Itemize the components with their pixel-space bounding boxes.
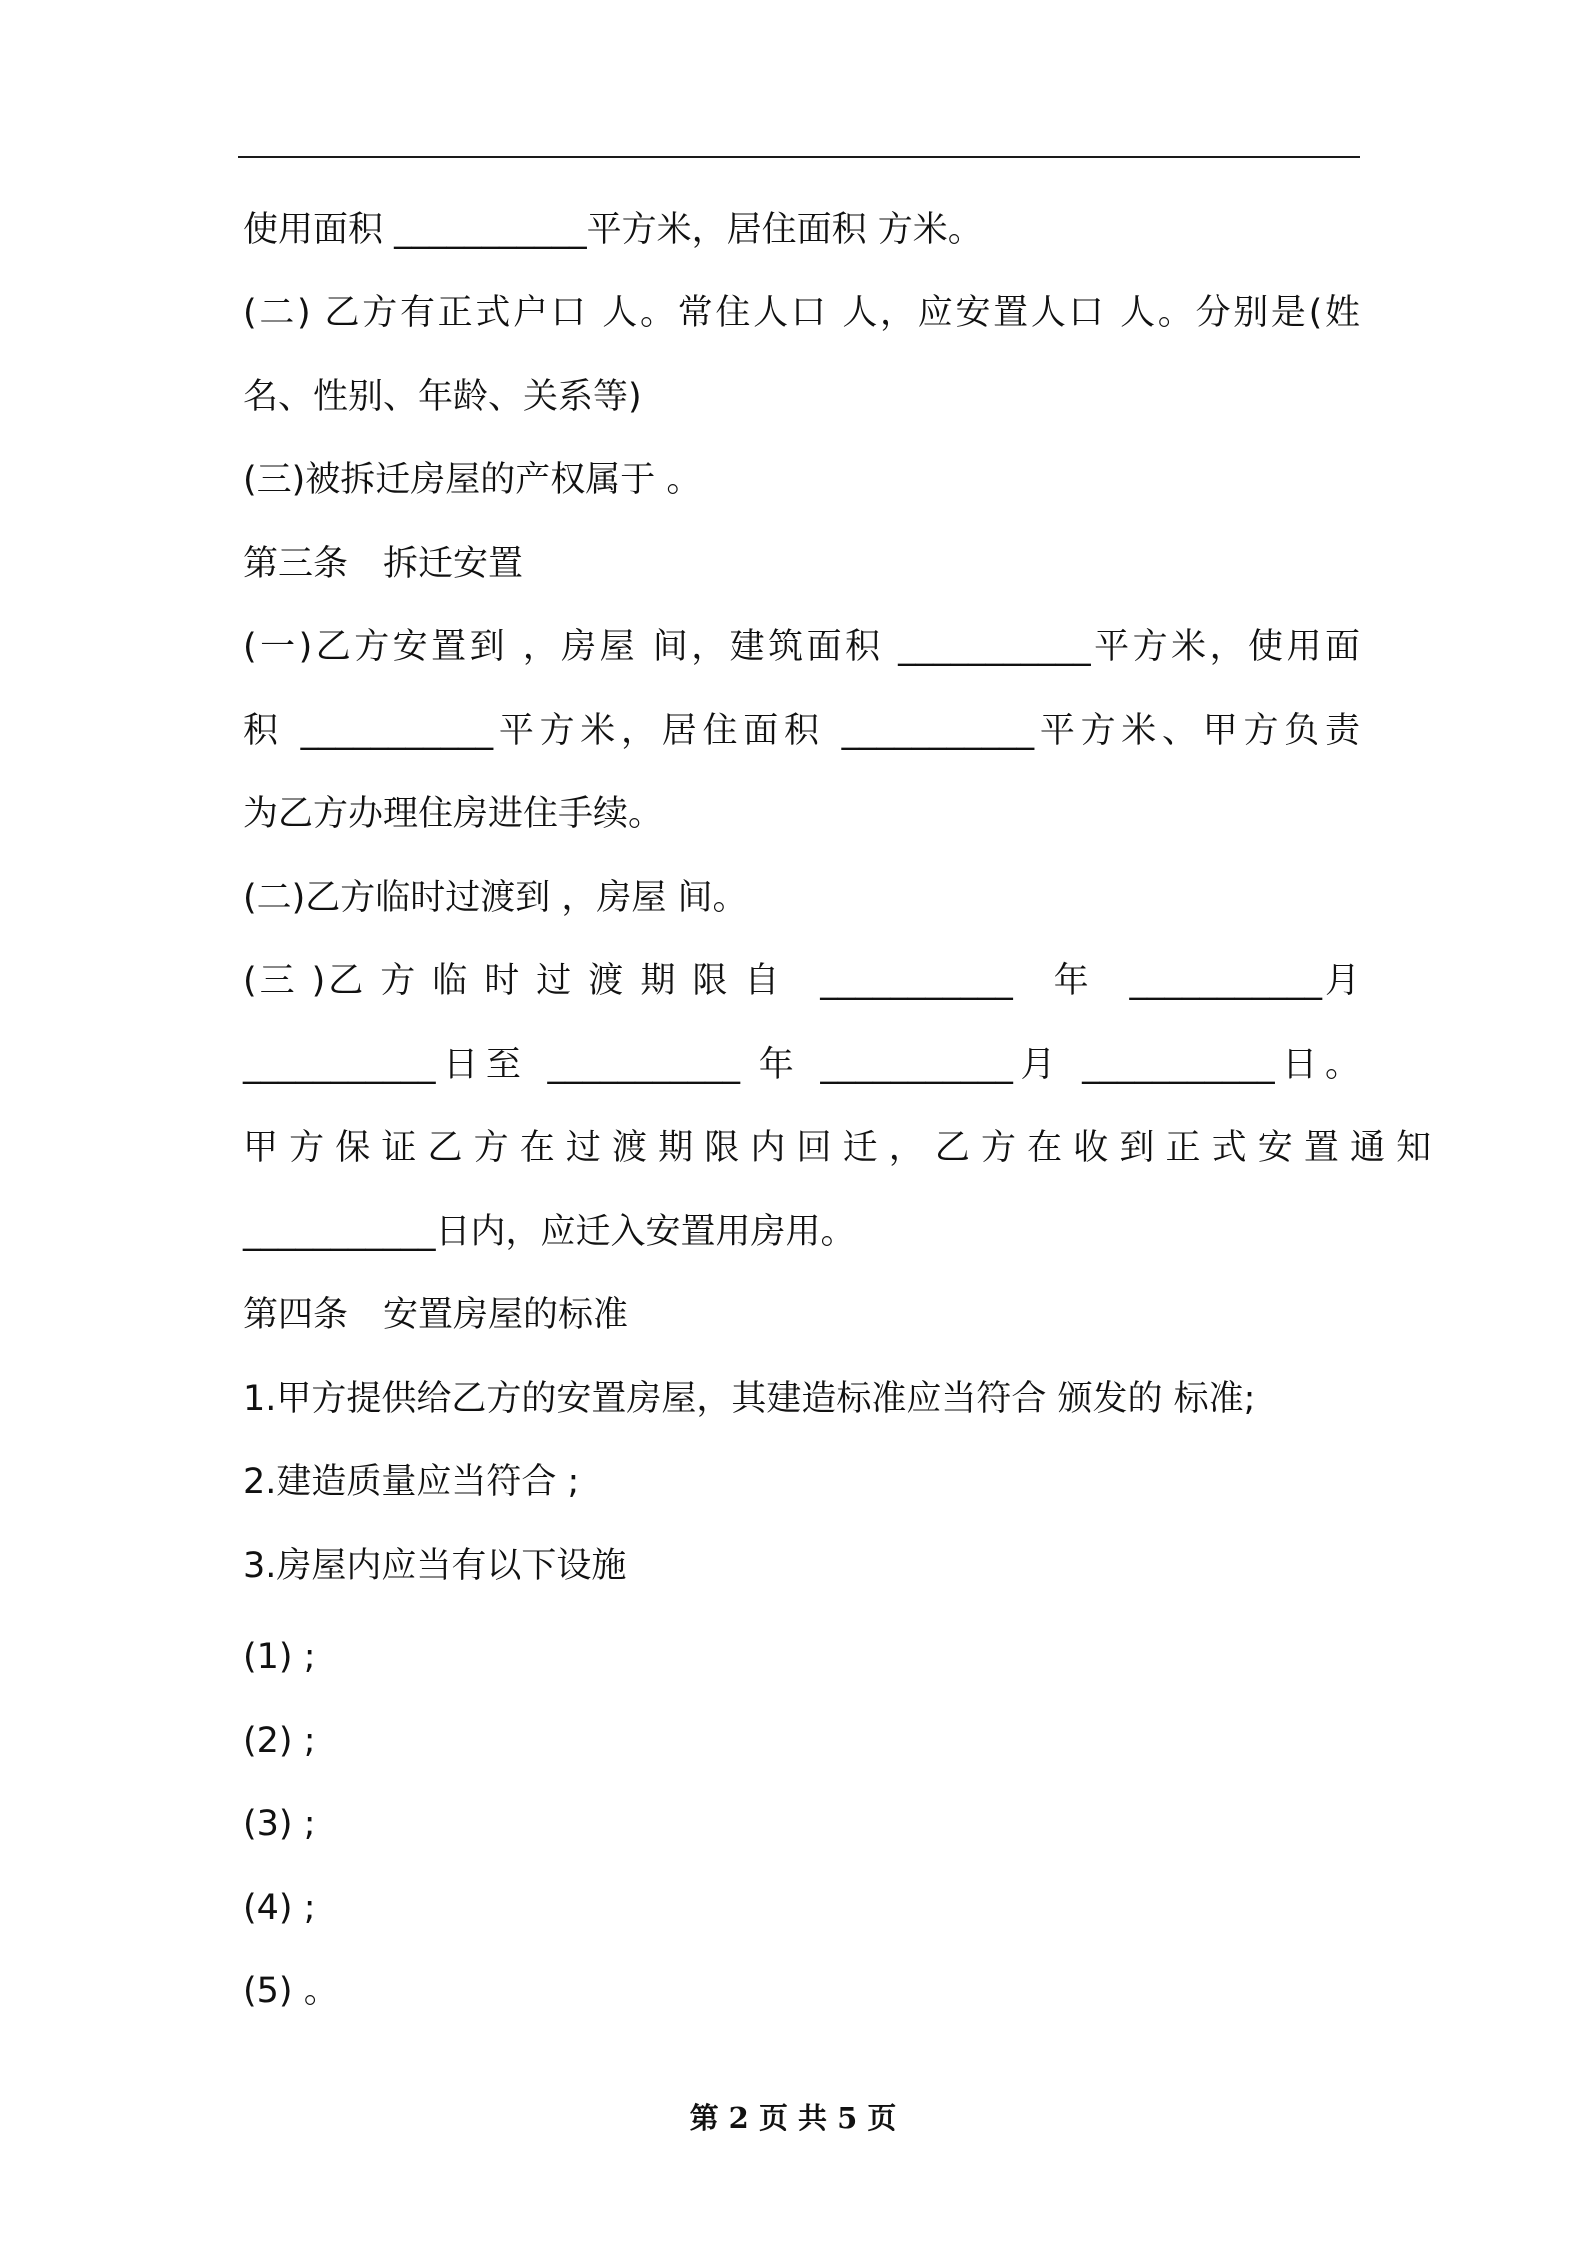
text-line-3: 名、性别、年龄、关系等) xyxy=(243,377,642,417)
text-line-9: (二)乙方临时过渡到 ，房屋 间。 xyxy=(243,878,748,918)
text-line-17: 3.房屋内应当有以下设施 xyxy=(243,1546,627,1586)
list-item-3: (3) ; xyxy=(243,1804,316,1844)
text-line-6: (一)乙方安置到 ，房屋 间，建筑面积 ___________平方米，使用面 xyxy=(243,627,1360,667)
list-item-5: (5) 。 xyxy=(243,1971,339,2011)
text-line-2: (二) 乙方有正式户口 人。常住人口 人，应安置人口 人。分别是(姓 xyxy=(243,293,1360,333)
text-line-8: 为乙方办理住房进住手续。 xyxy=(243,794,664,834)
text-line-1: 使用面积 ___________平方米，居住面积 方米。 xyxy=(243,210,983,250)
section-heading-4: 第四条 安置房屋的标准 xyxy=(243,1295,629,1335)
page-number-footer: 第 2 页 共 5 页 xyxy=(689,2101,897,2135)
text-line-13: ___________日内，应迁入安置用房用。 xyxy=(243,1212,856,1252)
text-line-16: 2.建造质量应当符合 ; xyxy=(243,1462,580,1502)
list-item-2: (2) ; xyxy=(243,1721,316,1761)
text-line-12: 甲 方 保 证 乙 方 在 过 渡 期 限 内 回 迁 ， 乙 方 在 收 到 正 式 安 置 通 知 xyxy=(243,1128,1432,1168)
text-line-4: (三)被拆迁房屋的产权属于 。 xyxy=(243,460,702,500)
text-line-10: (三 )乙 方 临 时 过 渡 期 限 自 ___________ 年 ___________月 xyxy=(243,961,1360,1001)
list-item-1: (1) ; xyxy=(243,1637,316,1677)
text-line-7: 积 ___________平方米，居住面积 ___________平方米、甲方负责 xyxy=(243,711,1360,751)
header-rule xyxy=(238,156,1360,158)
text-line-15: 1.甲方提供给乙方的安置房屋，其建造标准应当符合 颁发的 标准; xyxy=(243,1379,1256,1419)
text-line-11: ___________日至 ___________ 年 ___________月 ___________日。 xyxy=(243,1045,1360,1085)
section-heading-3: 第三条 拆迁安置 xyxy=(243,544,524,584)
list-item-4: (4) ; xyxy=(243,1888,316,1928)
